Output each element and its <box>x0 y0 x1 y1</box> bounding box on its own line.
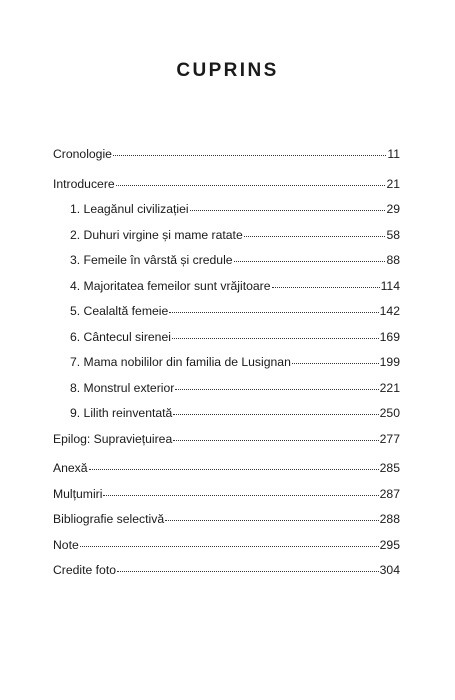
toc-entry-page: 88 <box>386 253 400 267</box>
toc-entry-label: Mulțumiri <box>53 486 103 501</box>
toc-entry-label: 3. Femeile în vârstă și credule <box>70 253 233 267</box>
toc-entry-chapter-5[interactable] <box>53 299 400 325</box>
toc-entry-page: 21 <box>386 176 400 191</box>
toc-entry-credite-foto[interactable] <box>53 558 400 584</box>
toc-entry-page: 11 <box>387 147 400 161</box>
toc-entry-chapter-9[interactable] <box>53 401 400 427</box>
toc-entry-page: 114 <box>380 278 400 293</box>
dot-leader <box>173 440 378 441</box>
toc-entry-epilog[interactable] <box>53 427 400 453</box>
dot-leader <box>234 261 386 262</box>
toc-entry-page: 288 <box>379 512 400 526</box>
toc-entry-chapter-7[interactable] <box>53 350 400 376</box>
toc-entry-page: 199 <box>379 355 400 369</box>
dot-leader <box>169 312 378 313</box>
dot-leader <box>89 469 379 470</box>
dot-leader <box>165 520 379 521</box>
toc-entry-page: 295 <box>379 537 400 552</box>
page-title: CUPRINS <box>176 60 279 81</box>
toc-entry-page: 287 <box>379 486 400 501</box>
toc-entry-bibliografie[interactable] <box>53 507 400 533</box>
toc-entry-chapter-6[interactable] <box>53 325 400 351</box>
dot-leader <box>173 414 378 415</box>
toc-entry-label: 8. Monstrul exterior <box>70 380 175 395</box>
toc-entry-chapter-1[interactable] <box>53 197 400 223</box>
dot-leader <box>190 210 386 211</box>
toc-entry-chapter-4[interactable] <box>53 274 400 300</box>
dot-leader <box>272 287 380 288</box>
dot-leader <box>292 363 379 364</box>
toc-entry-label: Credite foto <box>53 563 117 577</box>
toc-entry-cronologie[interactable] <box>53 142 400 168</box>
toc-entry-page: 221 <box>379 380 400 395</box>
toc-entry-page: 58 <box>386 227 400 242</box>
dot-leader <box>244 236 386 237</box>
toc-entry-label: 5. Cealaltă femeie <box>70 304 169 318</box>
dot-leader <box>113 155 386 156</box>
toc-entry-page: 29 <box>386 202 400 216</box>
toc-entry-label: 4. Majoritatea femeilor sunt vrăjitoare <box>70 278 271 293</box>
dot-leader <box>175 389 378 390</box>
toc-entry-chapter-8[interactable] <box>53 376 400 402</box>
toc-entry-page: 250 <box>379 406 400 420</box>
toc-entry-label: Cronologie <box>53 147 112 161</box>
toc-entry-label: Introducere <box>53 176 115 191</box>
toc-entry-label: Note <box>53 537 79 552</box>
toc-entry-label: 7. Mama nobililor din familia de Lusignan <box>70 355 291 369</box>
toc-entry-chapter-3[interactable] <box>53 248 400 274</box>
dot-leader <box>80 546 379 547</box>
toc-entry-label: Epilog: Supraviețuirea <box>53 431 173 446</box>
dot-leader <box>116 185 386 186</box>
toc-entry-anexa[interactable] <box>53 456 400 482</box>
table-of-contents <box>53 142 400 584</box>
toc-entry-note[interactable] <box>53 533 400 559</box>
toc-entry-page: 142 <box>379 304 400 318</box>
toc-entry-label: 1. Leagănul civilizației <box>70 202 189 216</box>
toc-entry-page: 169 <box>379 329 400 344</box>
toc-entry-label: 9. Lilith reinventată <box>70 406 173 420</box>
dot-leader <box>103 495 378 496</box>
toc-entry-page: 277 <box>379 431 400 446</box>
toc-entry-label: 2. Duhuri virgine și mame ratate <box>70 227 243 242</box>
toc-entry-label: 6. Cântecul sirenei <box>70 329 171 344</box>
toc-entry-label: Anexă <box>53 461 88 475</box>
toc-entry-page: 304 <box>379 563 400 577</box>
toc-entry-chapter-2[interactable] <box>53 223 400 249</box>
dot-leader <box>172 338 379 339</box>
dot-leader <box>117 571 379 572</box>
toc-entry-label: Bibliografie selectivă <box>53 512 165 526</box>
toc-entry-page: 285 <box>379 461 400 475</box>
toc-entry-introducere[interactable] <box>53 172 400 198</box>
toc-entry-multumiri[interactable] <box>53 482 400 508</box>
